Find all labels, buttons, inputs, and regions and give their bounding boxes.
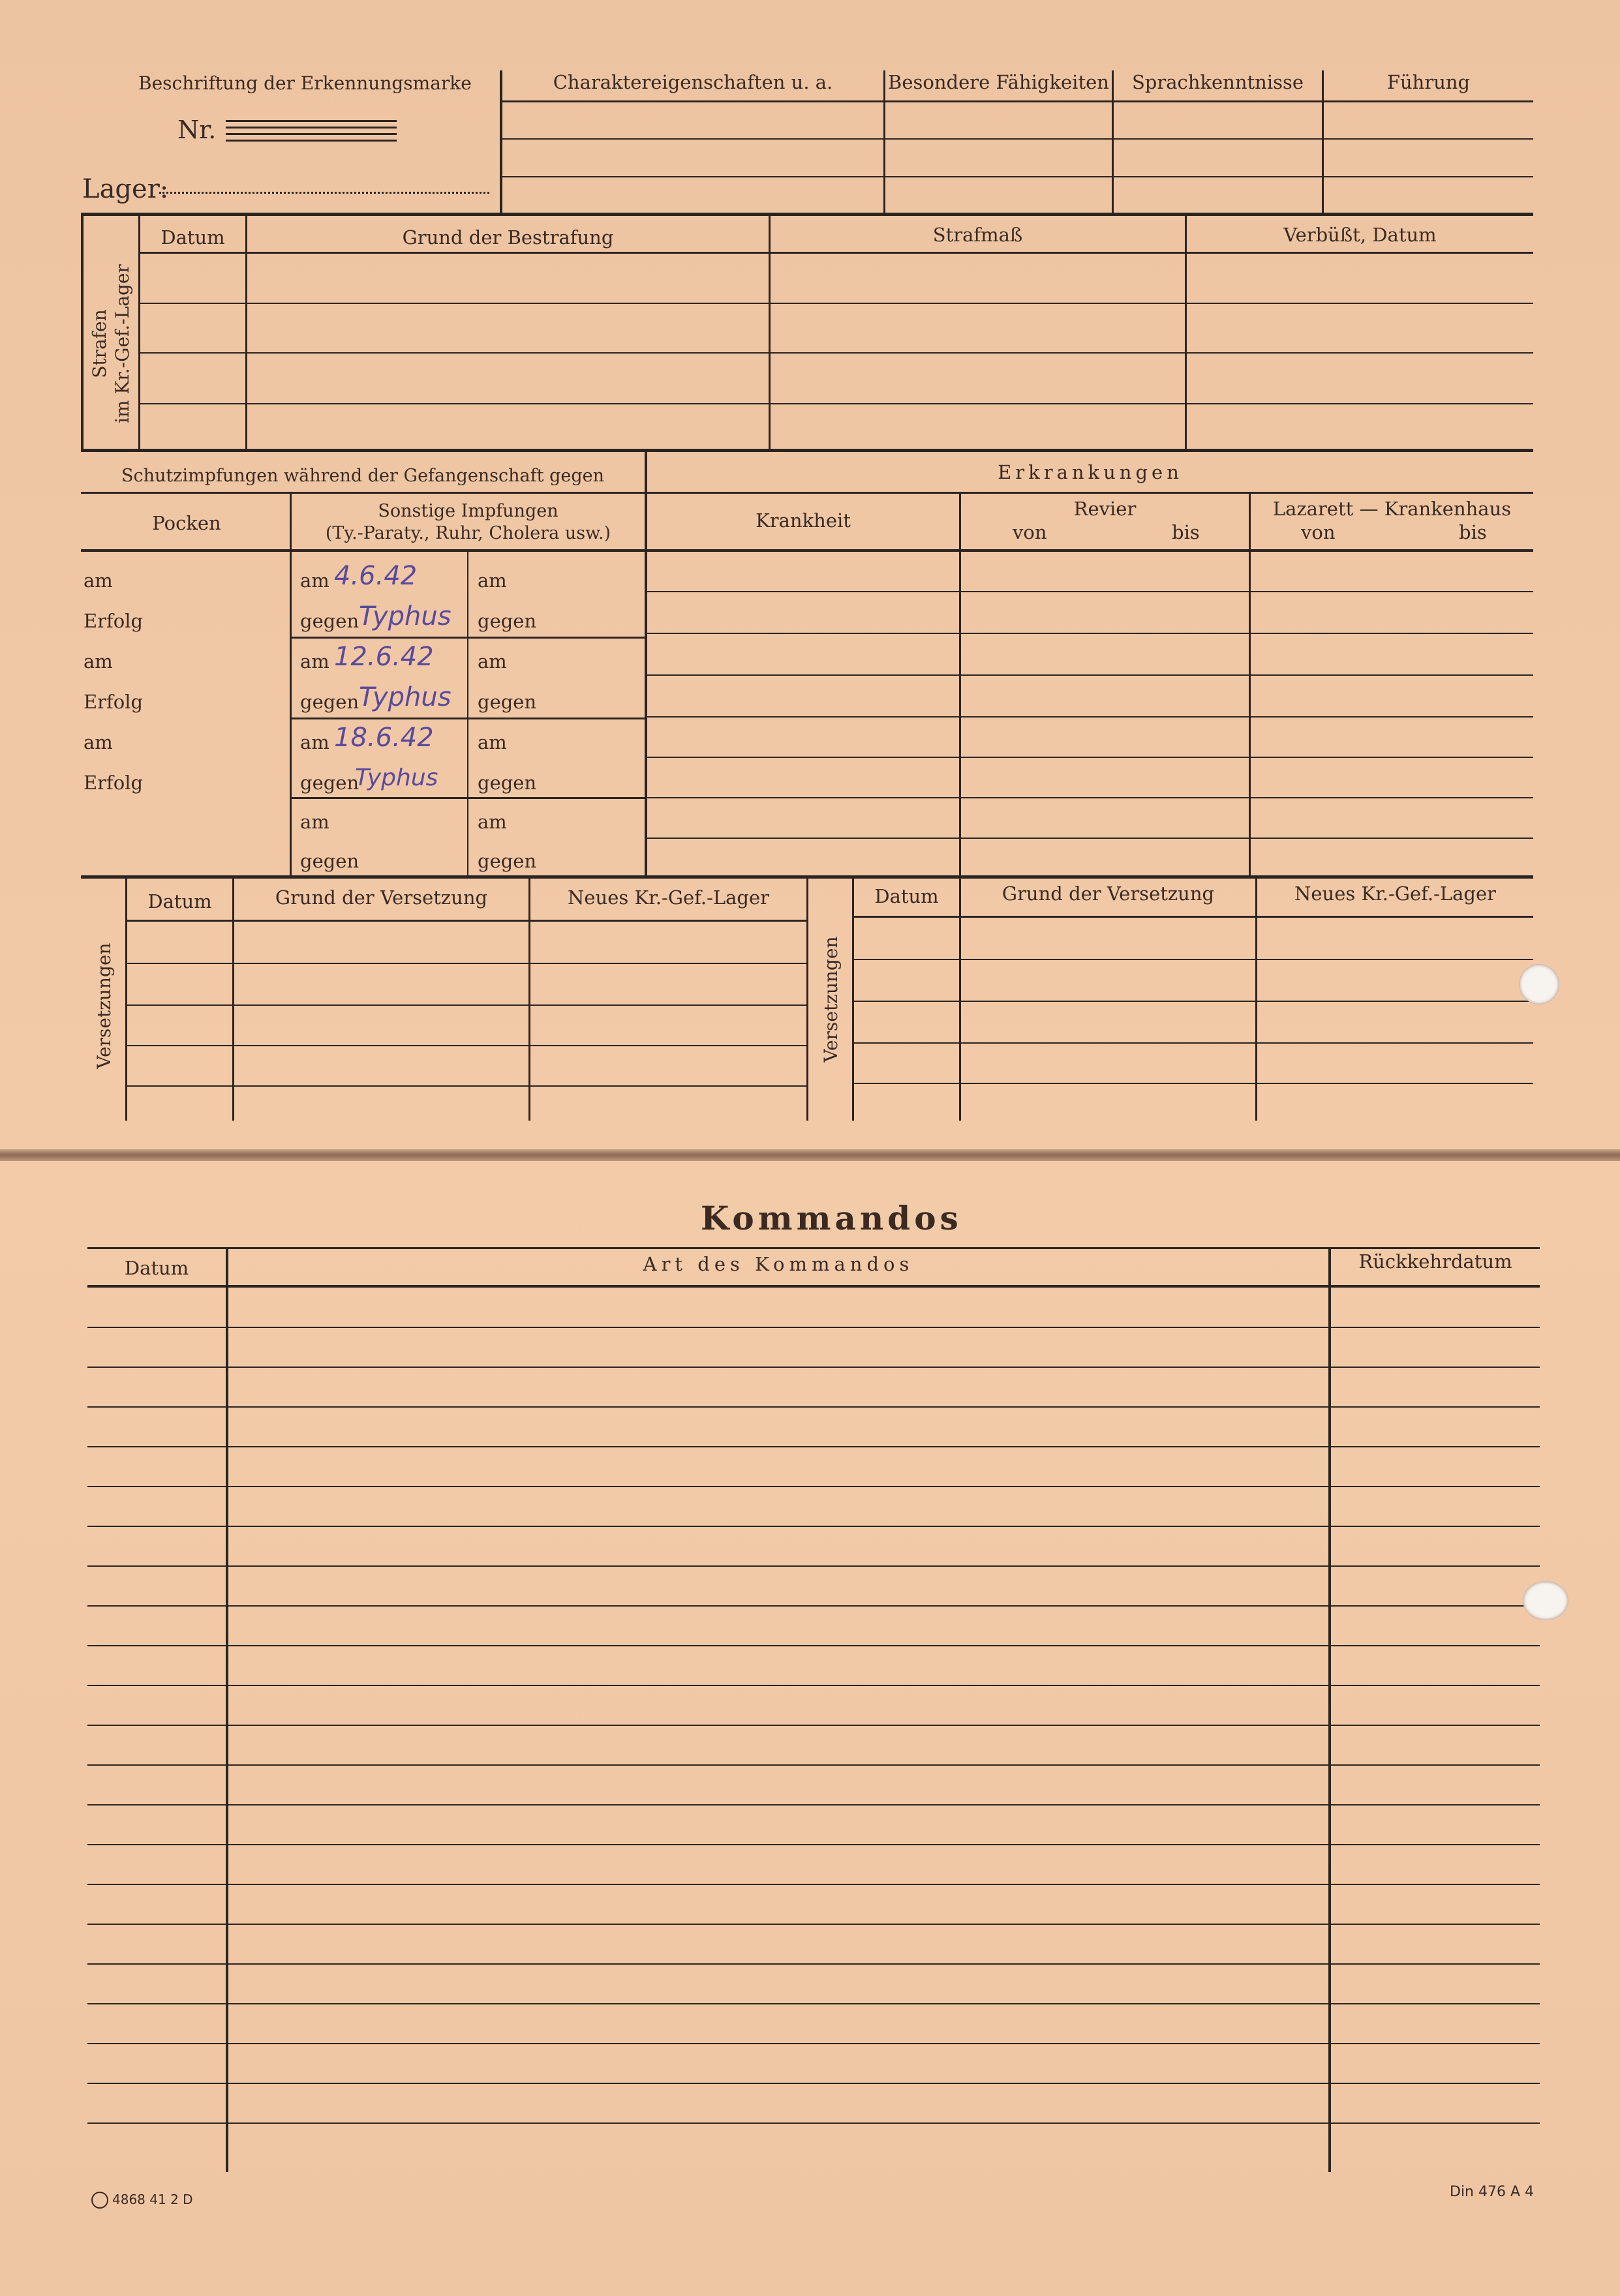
strafen-strafmass: Strafmaß [932,224,1023,246]
kommando-rueck-header: Rückkehrdatum [1358,1250,1512,1273]
vaccination-disease-2: Typhus [359,682,451,712]
sonstige-gegen-1: gegen [300,610,359,632]
kommando-rule [87,1486,1540,1487]
sonstige2-am-4: am [478,811,507,833]
vaccination-disease-3: Typhus [355,764,438,791]
punch-hole-top [1519,964,1559,1004]
vaccination-date-2: 12.6.42 [334,642,434,672]
impf-sonstige-sub: (Ty.-Paraty., Ruhr, Cholera usw.) [325,523,611,543]
tag-lager-label: Lager: [82,174,169,204]
verset-neues-right: Neues Kr.-Gef.-Lager [1294,883,1497,905]
sonstige-am-4: am [300,811,329,833]
header-languages: Sprachkenntnisse [1131,71,1304,93]
kommando-rule [87,1526,1540,1527]
print-code: 4868 41 2 D [112,2192,193,2207]
kommando-rule [87,1804,1540,1805]
lower-card [0,1161,1620,2296]
sonstige2-gegen-2: gegen [478,691,537,713]
kommando-rule [87,1565,1540,1567]
kommandos-title: Kommandos [701,1199,962,1237]
verset-grund-left: Grund der Versetzung [275,886,488,909]
kommando-rule [87,1844,1540,1845]
tag-label: Beschriftung der Erkennungsmarke [138,72,472,94]
kommando-art-header: Art des Kommandos [643,1253,914,1275]
kommando-rule [87,2043,1540,2044]
kommando-rule [87,2083,1540,2084]
kommando-rule [87,1327,1540,1328]
lazarett-von: von [1301,521,1336,543]
sonstige2-am-3: am [478,731,507,753]
kommando-rule [87,1884,1540,1885]
vaccination-disease-1: Typhus [359,601,451,631]
sonstige2-gegen-3: gegen [478,772,537,794]
sonstige-am-1: am [300,569,329,592]
din-format: Din 476 A 4 [1450,2184,1535,2200]
kommando-rule [87,1963,1540,1965]
pocken-am-1: am [84,569,113,592]
sonstige-gegen-2: gegen [300,691,359,713]
sonstige2-am-2: am [478,650,507,672]
sonstige-gegen-3: gegen [300,772,359,794]
revier-von: von [1013,521,1047,543]
kommando-rule [87,1685,1540,1686]
sonstige-am-2: am [300,650,329,672]
vaccination-date-1: 4.6.42 [334,561,418,591]
pocken-erfolg-1: Erfolg [84,610,144,632]
kommando-rule [87,2003,1540,2004]
kommando-rule [87,1605,1540,1607]
kommando-rule [87,1645,1540,1646]
punch-hole-bottom [1523,1581,1568,1620]
verset-grund-right: Grund der Versetzung [1001,883,1215,905]
erkrank-krankheit: Krankheit [756,509,851,532]
header-skills: Besondere Fähigkeiten [888,71,1109,93]
kommando-rule [87,1764,1540,1766]
kommando-rule [87,1367,1540,1368]
erkrank-lazarett: Lazarett — Krankenhaus [1272,498,1512,520]
sonstige2-gegen-4: gegen [478,850,537,872]
pocken-erfolg-3: Erfolg [84,772,144,794]
kommando-rule [87,1446,1540,1447]
printer-mark-icon [91,2192,108,2209]
pocken-am-2: am [84,650,113,672]
sonstige-gegen-4: gegen [300,850,359,872]
lazarett-bis: bis [1459,521,1487,543]
impf-sonstige: Sonstige Impfungen [378,501,558,521]
header-conduct: Führung [1386,71,1471,93]
impf-title: Schutzimpfungen während der Gefangenschaft gegen [121,466,604,486]
strafen-verbuesst: Verbüßt, Datum [1283,224,1437,246]
kommando-rule [87,1406,1540,1408]
header-character: Charaktereigenschaften u. a. [553,71,833,93]
lager-dotted-line [159,192,489,194]
kommando-rule [87,1725,1540,1726]
vaccination-date-3: 18.6.42 [334,723,434,753]
verset-datum-right: Datum [874,885,939,907]
strafen-datum: Datum [160,226,225,249]
impf-pocken: Pocken [152,512,221,534]
strafen-grund: Grund der Bestrafung [402,226,614,249]
kommando-rule [87,1924,1540,1925]
strafen-side-label: Strafen im Kr.-Gef.-Lager [89,264,133,423]
erkrank-title: Erkrankungen [998,461,1183,483]
sonstige-am-3: am [300,731,329,753]
erkrank-revier: Revier [1073,498,1137,520]
sonstige2-gegen-1: gegen [478,610,537,632]
tag-nr-label: Nr. [177,115,217,144]
verset-datum-left: Datum [147,890,212,913]
pocken-am-3: am [84,731,113,753]
versetzungen-side-left: Versetzungen [93,943,115,1069]
versetzungen-side-right: Versetzungen [820,936,842,1063]
verset-neues-left: Neues Kr.-Gef.-Lager [567,886,770,909]
sonstige2-am-1: am [478,569,507,592]
pocken-erfolg-2: Erfolg [84,691,144,713]
revier-bis: bis [1172,521,1200,543]
kommando-rule [87,2122,1540,2124]
kommando-datum-header: Datum [124,1257,189,1279]
